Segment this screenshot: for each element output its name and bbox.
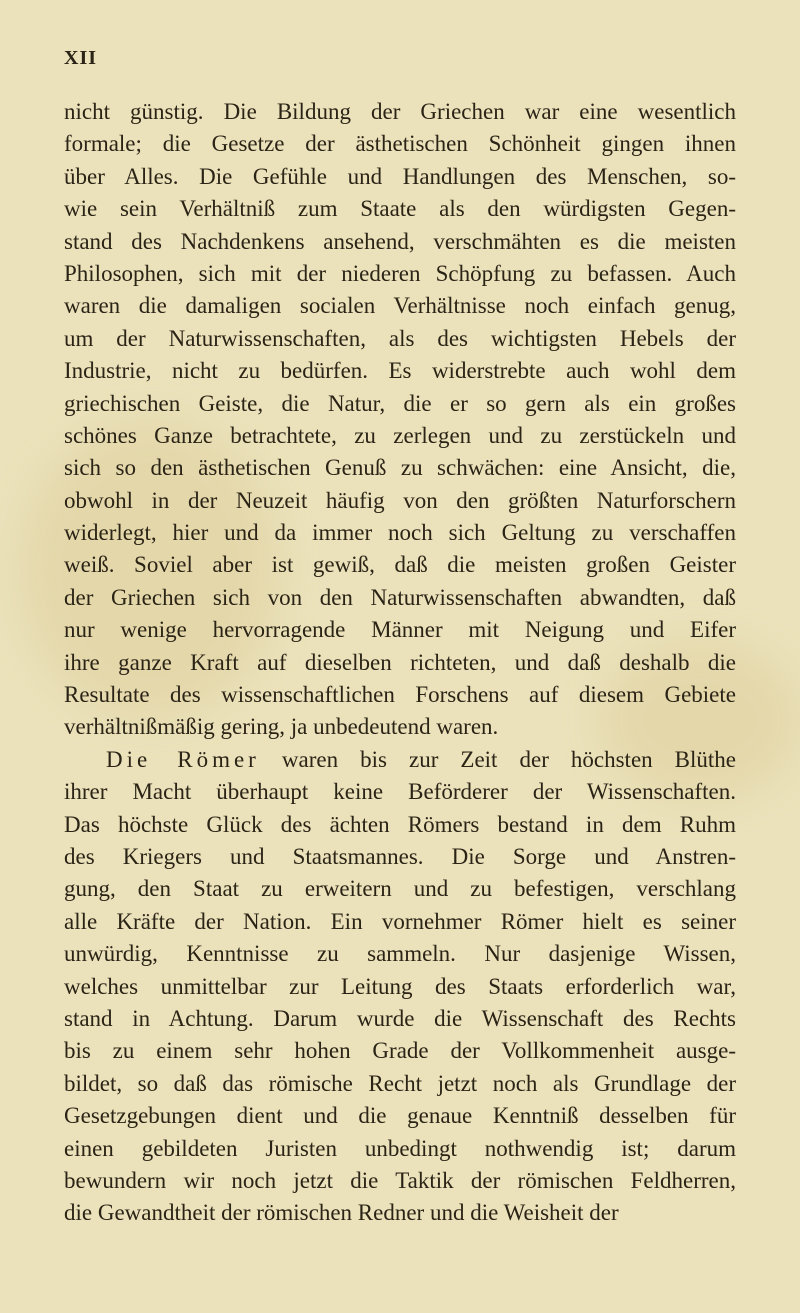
text-line: ihre ganze Kraft auf dieselben richteten, und daß deshalb die [64,649,736,675]
text-line: Gesetzgebungen dient und die genaue Kenntniß desselben für [64,1103,736,1129]
text-line: des Kriegers und Staatsmannes. Die Sorge und Anstren- [64,843,736,869]
text-line: weiß. Soviel aber ist gewiß, daß die meisten großen Geister [64,552,736,578]
text-line: sich so den ästhetischen Genuß zu schwächen: eine Ansicht, die, [64,455,736,481]
text-line: welches unmittelbar zur Leitung des Staats erforderlich war, [64,973,736,999]
text-line: bis zu einem sehr hohen Grade der Vollkommenheit ausge- [64,1038,736,1064]
text-line: nicht günstig. Die Bildung der Griechen war eine wesentlich [64,99,736,124]
text-line: schönes Ganze betrachtete, zu zerlegen und zu zerstückeln und [64,422,736,448]
text-line: unwürdig, Kenntnisse zu sammeln. Nur dasjenige Wissen, [64,941,736,967]
text-line: wie sein Verhältniß zum Staate als den würdigsten Gegen- [64,196,736,222]
text-line: bildet, so daß das römische Recht jetzt noch als Grundlage der [64,1070,736,1096]
page-number: XII [64,47,98,69]
text-line: einen gebildeten Juristen unbedingt nothwendig ist; darum [64,1135,736,1161]
text-line: um der Naturwissenschaften, als des wichtigsten Hebels der [64,325,736,351]
text-line: Resultate des wissenschaftlichen Forschens auf diesem Gebiete [64,682,736,708]
text-line: formale; die Gesetze der ästhetischen Schönheit gingen ihnen [64,131,736,157]
text-line: Das höchste Glück des ächten Römers bestand in dem Ruhm [64,811,736,837]
text-line-rest: waren bis zur Zeit der höchsten Blüthe [281,746,737,772]
text-line: gung, den Staat zu erweitern und zu befestigen, verschlang [64,876,736,902]
text-line: waren die damaligen socialen Verhältnisse noch einfach genug, [64,293,736,319]
text-line: nur wenige hervorragende Männer mit Neigung und Eifer [64,617,736,643]
text-line: über Alles. Die Gefühle und Handlungen des Menschen, so- [64,163,736,189]
text-line: der Griechen sich von den Naturwissenschaften abwandten, daß [64,584,736,610]
text-line [64,744,736,776]
text-line: griechischen Geiste, die Natur, die er so gern als ein großes [64,390,736,416]
text-line: stand des Nachdenkens ansehend, verschmähten es die meisten [64,228,736,254]
emphasized-name: Die Römer [106,746,260,772]
text-line: Philosophen, sich mit der niederen Schöpfung zu befassen. Auch [64,260,736,286]
text-line: ihrer Macht überhaupt keine Beförderer der Wissenschaften. [64,779,736,805]
text-line: widerlegt, hier und da immer noch sich Geltung zu verschaffen [64,520,736,546]
text-line: stand in Achtung. Darum wurde die Wissenschaft des Rechts [64,1005,736,1031]
text-line: alle Kräfte der Nation. Ein vornehmer Römer hielt es seiner [64,908,736,934]
text-line: verhältnißmäßig gering, ja unbedeutend waren. [64,714,499,740]
text-line: obwohl in der Neuzeit häufig von den größten Naturforschern [64,487,736,513]
text-line: bewundern wir noch jetzt die Taktik der römischen Feldherren, [64,1167,736,1193]
body-text [64,96,736,1230]
text-line: Industrie, nicht zu bedürfen. Es widerstrebte auch wohl dem [64,358,736,384]
text-line: die Gewandtheit der römischen Redner und die Weisheit der [64,1200,619,1226]
